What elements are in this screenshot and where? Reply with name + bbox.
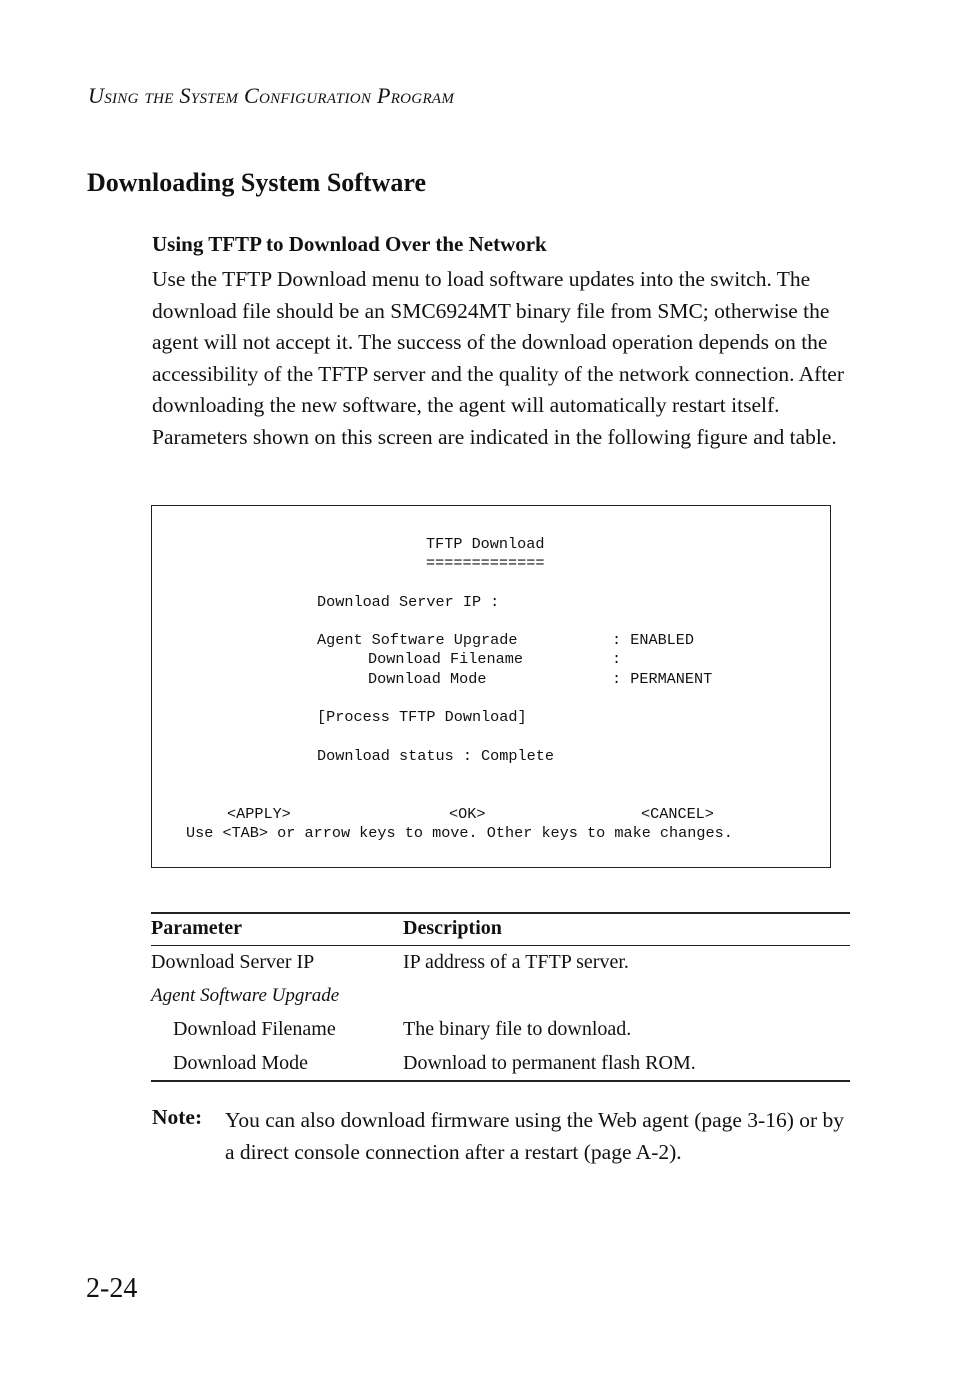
table-header-description: Description [403, 913, 850, 946]
screen-title: TFTP Download [426, 535, 545, 553]
parameter-table [151, 912, 850, 1082]
ok-button[interactable]: <OK> [449, 805, 486, 823]
desc-cell: Download to permanent flash ROM. [403, 1047, 850, 1082]
apply-button[interactable]: <APPLY> [227, 805, 291, 823]
running-head: Using the System Configuration Program [88, 83, 455, 108]
desc-cell [403, 980, 850, 1014]
note-text: You can also download firmware using the Web agent (page 3-16) or by a direct console connection after a restart (page A-2). [225, 1108, 845, 1164]
upgrade-value[interactable]: : ENABLED [612, 631, 695, 649]
help-text: Use <TAB> or arrow keys to move. Other keys to make changes. [186, 824, 733, 842]
tftp-download-screen [151, 505, 831, 868]
param-group-cell: Agent Software Upgrade [151, 985, 340, 1007]
subsection-title: Using TFTP to Download Over the Network [152, 232, 547, 256]
param-cell: Download Filename [173, 1018, 336, 1041]
param-cell: Download Mode [151, 1047, 403, 1082]
table-row [151, 980, 850, 1014]
process-download-button[interactable]: [Process TFTP Download] [317, 708, 527, 726]
download-status: Download status : Complete [317, 747, 554, 765]
filename-value[interactable]: : [612, 650, 622, 668]
table-header-parameter: Parameter [151, 913, 403, 946]
section-title: Downloading System Software [87, 168, 426, 197]
note-label: Note: [152, 1105, 203, 1129]
filename-label: Download Filename [368, 650, 523, 668]
desc-cell: IP address of a TFTP server. [403, 951, 629, 974]
page-number: 2-24 [86, 1273, 138, 1304]
upgrade-label: Agent Software Upgrade [317, 631, 518, 649]
cancel-button[interactable]: <CANCEL> [641, 805, 714, 823]
desc-cell: The binary file to download. [403, 1018, 632, 1041]
server-ip-field[interactable]: Download Server IP : [317, 593, 500, 611]
mode-label: Download Mode [368, 670, 487, 688]
table-row [151, 946, 850, 980]
body-paragraph: Use the TFTP Download menu to load software updates into the switch. The download file should be an SMC6924MT binary file from SMC; otherwise the agent will not accept it. The success of the download operation depends on the accessibility of the TFTP server and the quality of the network connection. After downloading the new software, the agent will automatically restart itself. Parameters shown on this screen are indicated in the following figure and table. [152, 267, 844, 449]
param-cell: Download Server IP [151, 951, 315, 974]
table-row [151, 1013, 850, 1047]
screen-title-underline: ============= [426, 554, 545, 572]
table-row [151, 1047, 850, 1082]
mode-value[interactable]: : PERMANENT [612, 670, 713, 688]
